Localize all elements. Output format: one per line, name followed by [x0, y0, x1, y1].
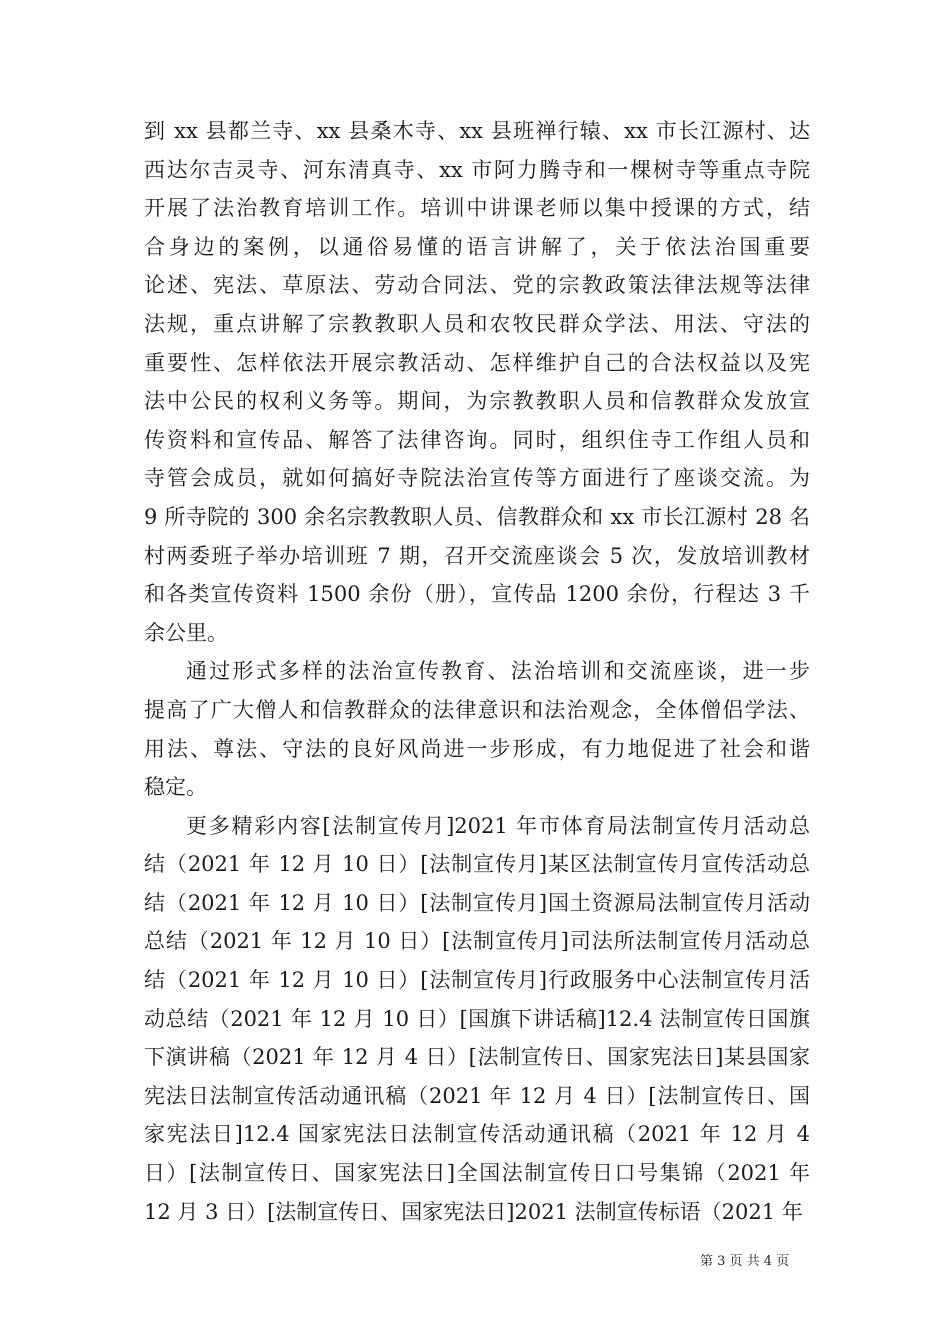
- paragraph: [144, 652, 810, 806]
- text-line: 通过形式多样的法治宣传教育、法治培训和交流座谈，进一步: [186, 659, 810, 684]
- text-line: 更多精彩内容[法制宣传月]2021 年市体育局法制宣传月活动总: [186, 813, 810, 838]
- text-line: 下演讲稿（2021 年 12 月 4 日）[法制宣传日、国家宪法日]某县国家: [144, 1045, 810, 1070]
- paragraph: [144, 112, 810, 652]
- text-line: 开展了法治教育培训工作。培训中讲课老师以集中授课的方式，结: [144, 196, 810, 221]
- text-line: 法规，重点讲解了宗教教职人员和农牧民群众学法、用法、守法的: [144, 311, 810, 336]
- text-line: 到 xx 县都兰寺、xx 县桑木寺、xx 县班禅行辕、xx 市长江源村、达: [144, 119, 810, 143]
- text-line: 西达尔吉灵寺、河东清真寺、xx 市阿力腾寺和一棵树寺等重点寺院: [144, 157, 810, 182]
- text-line: 家宪法日]12.4 国家宪法日法制宣传活动通讯稿（2021 年 12 月 4: [144, 1122, 810, 1147]
- text-line: 结（2021 年 12 月 10 日）[法制宣传月]某区法制宣传月宣传活动总: [144, 852, 810, 877]
- text-line: 传资料和宣传品、解答了法律咨询。同时，组织住寺工作组人员和: [144, 427, 810, 452]
- text-line: 论述、宪法、草原法、劳动合同法、党的宗教政策法律法规等法律: [144, 273, 810, 298]
- text-line: 余公里。: [144, 620, 228, 645]
- text-line: 和各类宣传资料 1500 余份（册），宣传品 1200 余份，行程达 3 千: [144, 582, 810, 607]
- text-line: 9 所寺院的 300 余名宗教教职人员、信教群众和 xx 市长江源村 28 名: [144, 504, 810, 529]
- text-line: 动总结（2021 年 12 月 10 日）[国旗下讲话稿]12.4 法制宣传日国旗: [144, 1006, 810, 1031]
- text-line: 日）[法制宣传日、国家宪法日]全国法制宣传日口号集锦（2021 年: [144, 1161, 810, 1186]
- text-line: 稳定。: [144, 775, 207, 800]
- page-number: 第 3 页 共 4 页: [700, 1254, 790, 1269]
- text-line: 重要性、怎样依法开展宗教活动、怎样维护自己的合法权益以及宪: [144, 350, 810, 375]
- text-line: 提高了广大僧人和信教群众的法律意识和法治观念，全体僧侣学法、: [144, 697, 810, 722]
- text-line: 结（2021 年 12 月 10 日）[法制宣传月]行政服务中心法制宣传月活: [144, 968, 810, 993]
- text-line: 总结（2021 年 12 月 10 日）[法制宣传月]司法所法制宣传月活动总: [144, 929, 810, 954]
- text-line: 宪法日法制宣传活动通讯稿（2021 年 12 月 4 日）[法制宣传日、国: [144, 1083, 810, 1108]
- text-line: 12 月 3 日）[法制宣传日、国家宪法日]2021 法制宣传标语（2021 年: [144, 1199, 803, 1224]
- paragraph: [144, 807, 810, 1232]
- text-line: 法中公民的权利义务等。期间，为宗教教职人员和信教群众发放宣: [144, 389, 810, 414]
- document-body: [144, 112, 810, 1231]
- text-line: 村两委班子举办培训班 7 期，召开交流座谈会 5 次，发放培训教材: [144, 543, 810, 568]
- text-line: 结（2021 年 12 月 10 日）[法制宣传月]国土资源局法制宣传月活动: [144, 890, 810, 915]
- text-line: 用法、尊法、守法的良好风尚进一步形成，有力地促进了社会和谐: [144, 736, 810, 761]
- text-line: 寺管会成员，就如何搞好寺院法治宣传等方面进行了座谈交流。为: [144, 466, 810, 491]
- text-line: 合身边的案例，以通俗易懂的语言讲解了，关于依法治国重要: [144, 234, 810, 259]
